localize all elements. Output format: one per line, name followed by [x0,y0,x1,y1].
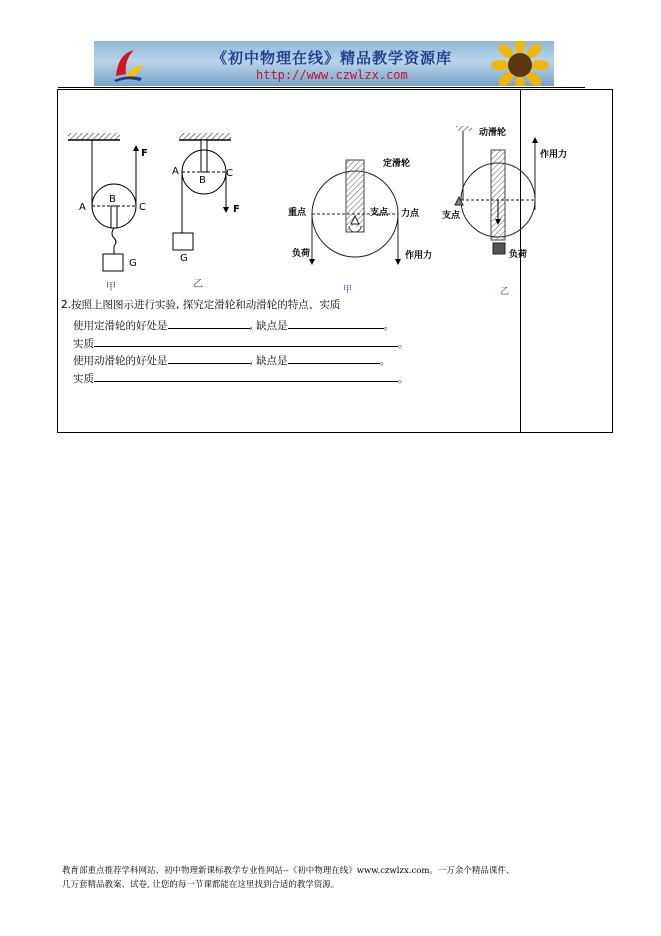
label-C: C [139,202,146,213]
question-line-fixed [73,317,394,333]
label-A-2: A [172,166,179,177]
caption-jia-2: 甲 [343,285,353,295]
fixed-disadvantage-label: , 缺点是 [249,320,288,332]
label-fixed-pulley: 定滑轮 [383,159,411,169]
movable-advantage-blank[interactable] [168,352,250,364]
label-fulcrum: 支点 [370,208,389,218]
footer-line-2: 几万套精品教案、试卷, 让您的每一节课都能在这里找到合适的教学资源。 [62,880,340,890]
label-effort: 作用力 [405,251,433,261]
label-C-2: C [226,168,233,179]
question-line-movable-essence [73,370,409,386]
label-B-2: B [199,175,206,186]
diagram-fixed-simple [172,133,240,290]
diagram-fixed-lever [288,157,432,295]
fixed-advantage-blank[interactable] [168,317,250,329]
diagram-movable-simple [68,133,148,293]
caption-jia-1: 甲 [106,282,116,293]
question-line-movable [73,352,390,368]
label-F-2: F [233,204,240,215]
label-load-point: 重点 [288,208,307,218]
label-B: B [109,194,116,205]
label-G-2: G [180,253,188,264]
period: 。 [398,373,409,385]
question-line-fixed-essence [73,335,409,351]
label-load-2: 负荷 [509,250,528,260]
fixed-essence-label: 实质 [73,338,94,350]
movable-advantage-label: 使用动滑轮的好处是 [73,355,168,367]
movable-essence-label: 实质 [73,373,94,385]
footer-line-1: 教育部重点推荐学科网站、初中物理新课标教学专业性网站--《初中物理在线》www.czwlzx.com。一万余个精品课件、 [62,866,515,876]
label-A: A [79,202,86,213]
caption-yi-2: 乙 [500,287,510,297]
banner-title: 《初中物理在线》精品教学资源库 [212,49,453,67]
label-force-point: 力点 [401,209,420,219]
label-fulcrum-2: 支点 [442,211,461,221]
caption-yi-1: 乙 [193,279,203,290]
fixed-essence-blank[interactable] [94,335,398,347]
period: 。 [398,338,409,350]
movable-disadvantage-label: , 缺点是 [249,355,288,367]
fixed-disadvantage-blank[interactable] [288,317,384,329]
movable-essence-blank[interactable] [94,370,398,382]
label-movable-pulley: 动滑轮 [479,128,507,138]
page-footer [62,864,514,892]
period: 。 [379,355,391,367]
question-prompt: 2.按照上图图示进行实验, 探究定滑轮和动滑轮的特点、实质 [61,299,341,311]
label-G: G [129,258,137,269]
period: 。 [383,320,395,332]
diagram-movable-lever [442,126,567,297]
label-effort-2: 作用力 [540,150,568,160]
banner-url[interactable]: http://www.czwlzx.com [256,68,408,82]
fixed-advantage-label: 使用定滑轮的好处是 [73,320,168,332]
label-F: F [141,148,148,159]
label-load: 负荷 [292,249,311,259]
movable-disadvantage-blank[interactable] [288,352,380,364]
